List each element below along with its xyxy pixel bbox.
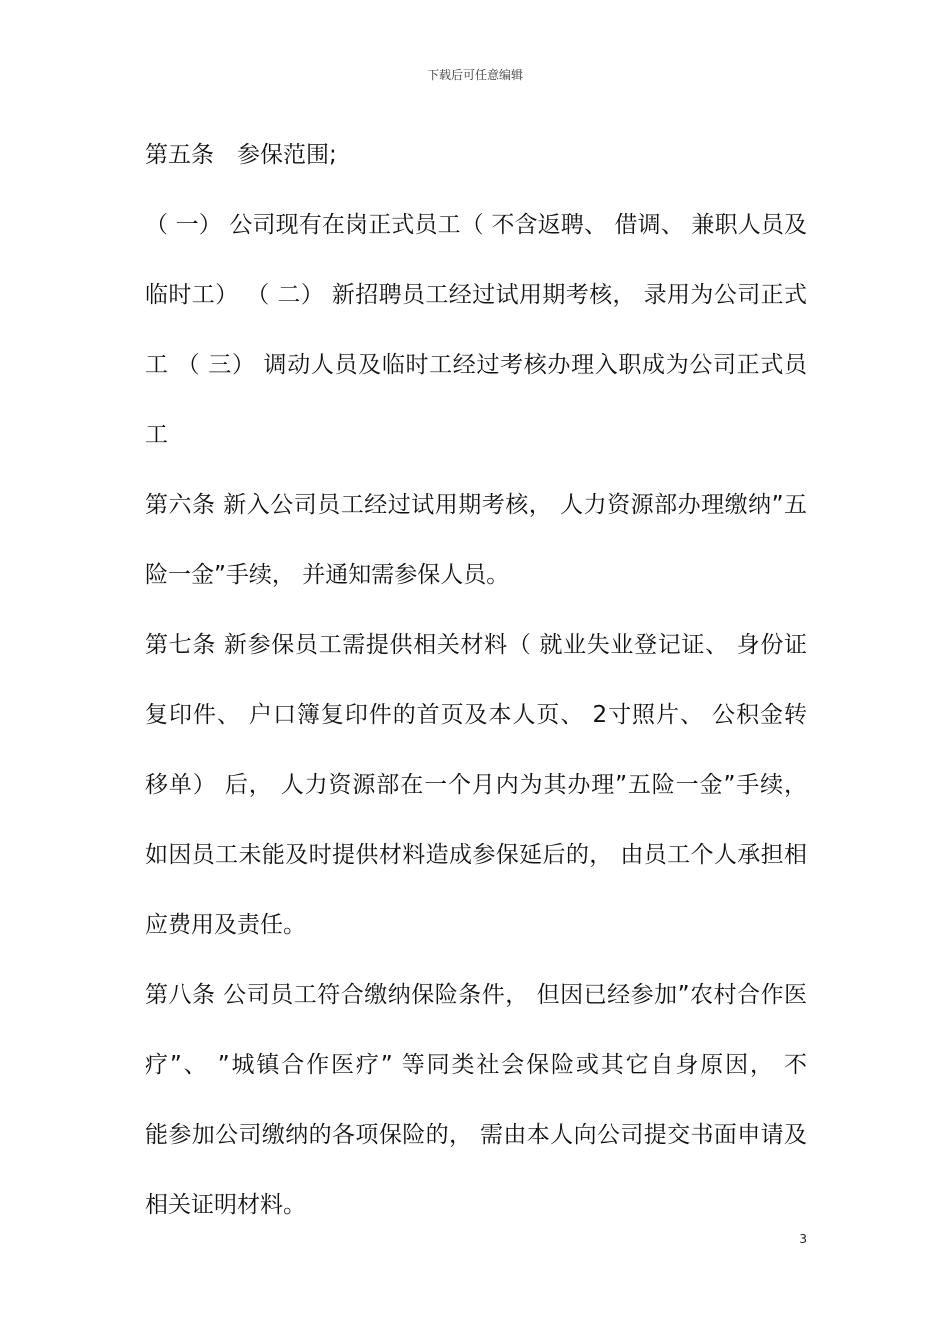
article-7-line-5: 应费用及责任。 [145,912,306,938]
article-8-line-3: 能参加公司缴纳的各项保险的， 需由本人向公司提交书面申请及 [145,1122,807,1148]
article-5-line-1: （ 一） 公司现有在岗正式员工（ 不含返聘、 借调、 兼职人员及 [145,212,807,238]
article-7-line-1: 第七条 新参保员工需提供相关材料（ 就业失业登记证、 身份证 [145,632,807,658]
page-header: 下载后可任意编辑 [426,68,523,82]
article-5-line-4: 工 [145,422,168,448]
article-8-line-2: 疗”、 ”城镇合作医疗” 等同类社会保险或其它自身原因， 不 [145,1052,807,1078]
article-5-title: 第五条 参保范围; [145,142,337,168]
document-body [145,120,807,1240]
page-number: 3 [799,1232,807,1246]
article-6-line-1: 第六条 新入公司员工经过试用期考核， 人力资源部办理缴纳”五 [145,492,807,518]
article-7-line-3: 移单） 后， 人力资源部在一个月内为其办理”五险一金”手续， [145,772,807,798]
article-7-line-4: 如因员工未能及时提供材料造成参保延后的， 由员工个人承担相 [145,842,807,868]
article-8-line-1: 第八条 公司员工符合缴纳保险条件， 但因已经参加”农村合作医 [145,982,807,1008]
article-7-line-2: 复印件、 户口簿复印件的首页及本人页、 2寸照片、 公积金转 [145,702,807,728]
article-6-line-2: 险一金”手续， 并通知需参保人员。 [145,562,510,588]
article-8-line-4: 相关证明材料。 [145,1192,306,1218]
article-5-line-2: 临时工） （ 二） 新招聘员工经过试用期考核， 录用为公司正式 [145,282,807,308]
article-5-line-3: 工 （ 三） 调动人员及临时工经过考核办理入职成为公司正式员 [145,352,807,378]
